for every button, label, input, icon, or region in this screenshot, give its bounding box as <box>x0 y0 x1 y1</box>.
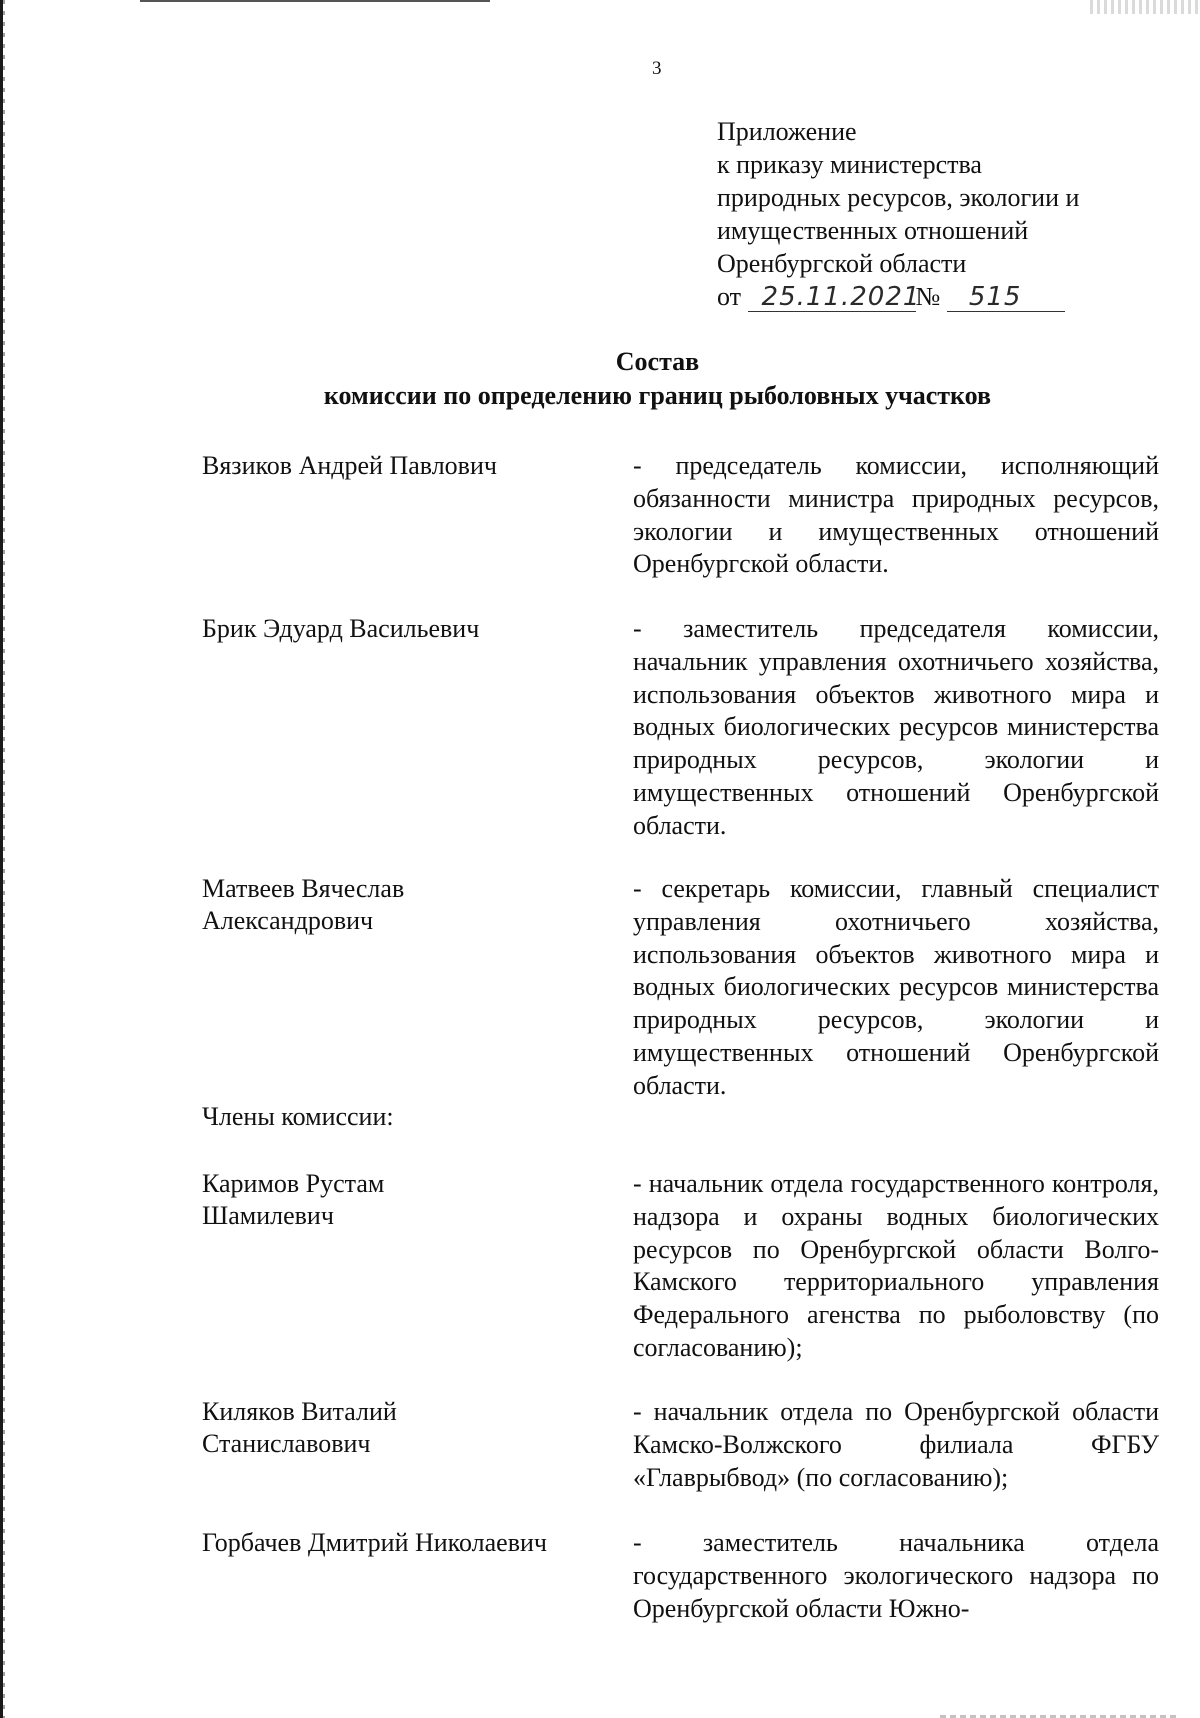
appendix-line: Приложение <box>717 117 857 146</box>
member-role: - начальник отдела по Оренбургской области Камско-Волжского филиала ФГБУ «Главрыбвод» (по согласованию); <box>633 1397 1159 1492</box>
order-date: 25.11.2021 <box>748 283 916 312</box>
member-name: Каримов Рустам Шамилевич <box>202 1169 385 1230</box>
members-label: Члены комиссии: <box>202 1102 394 1131</box>
scan-corner-noise <box>1090 0 1200 14</box>
order-reference <box>717 280 1079 313</box>
order-prefix: от <box>717 282 742 311</box>
appendix-line: природных ресурсов, экологии и <box>717 183 1080 212</box>
member-role: - заместитель начальника отдела государственного экологического надзора по Оренбургской области Южно- <box>633 1528 1159 1623</box>
title-line-1: Состав <box>615 347 700 376</box>
member-name: Киляков Виталий Станиславович <box>202 1397 397 1458</box>
order-number: 515 <box>947 283 1065 312</box>
member-name: Брик Эдуард Васильевич <box>202 614 480 643</box>
member-name: Вязиков Андрей Павлович <box>202 451 497 480</box>
member-role: - начальник отдела государственного контроля, надзора и охраны водных биологических ресурсов по Оренбургской области Волго-Камского территориального управления Федерального агенства по рыболовству (по согласованию); <box>633 1169 1159 1362</box>
member-role: - председатель комиссии, исполняющий обязанности министра природных ресурсов, экологии и имущественных отношений Оренбургской области. <box>633 451 1159 579</box>
member-role: - заместитель председателя комиссии, начальник управления охотничьего хозяйства, использования объектов животного мира и водных биологических ресурсов министерства природных ресурсов, экологии и имущественных отношений Оренбургской области. <box>633 614 1159 840</box>
document-title <box>190 345 1125 413</box>
order-number-label: № <box>915 282 941 311</box>
title-line-2: комиссии по определению границ рыболовных участков <box>323 381 992 410</box>
member-role: - секретарь комиссии, главный специалист управления охотничьего хозяйства, использования объектов животного мира и водных биологических ресурсов министерства природных ресурсов, экологии и имущественных отношений Оренбургской области. <box>633 874 1159 1100</box>
member-name: Матвеев Вячеслав Александрович <box>202 874 405 935</box>
appendix-header <box>717 115 1079 313</box>
member-name: Горбачев Дмитрий Николаевич <box>202 1528 547 1557</box>
appendix-line: к приказу министерства <box>717 150 982 179</box>
scan-edge-dashes <box>3 0 5 1718</box>
appendix-line: Оренбургской области <box>717 249 967 278</box>
scan-top-line <box>140 0 490 2</box>
page-number: 3 <box>652 58 662 79</box>
appendix-line: имущественных отношений <box>717 216 1029 245</box>
